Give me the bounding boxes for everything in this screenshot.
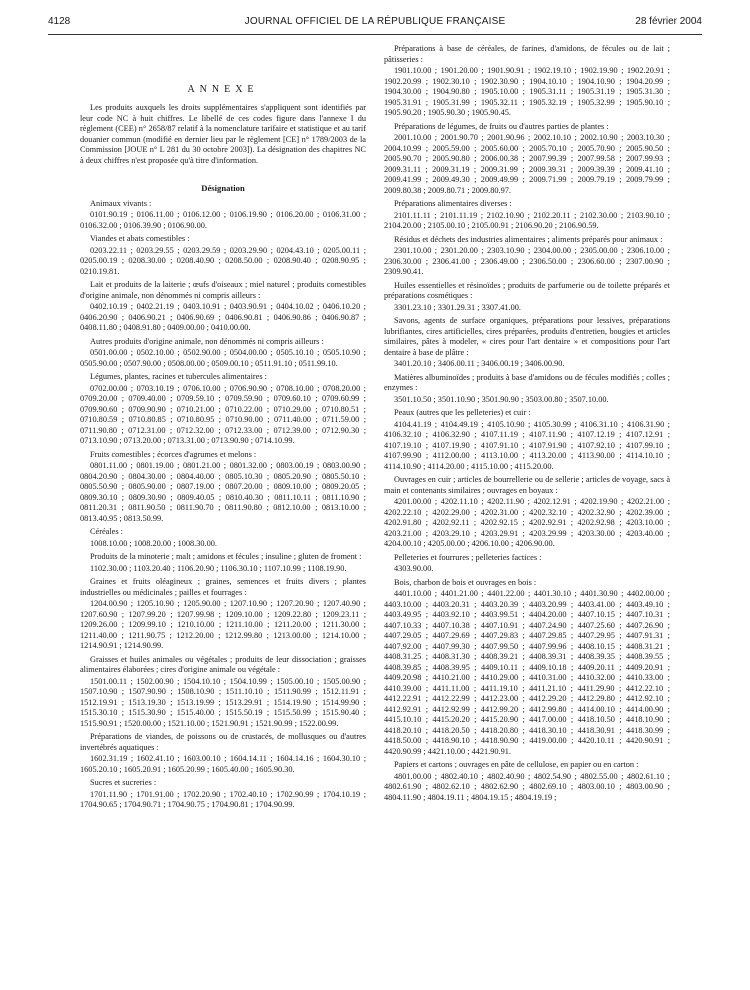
journal-title: JOURNAL OFFICIEL DE LA RÉPUBLIQUE FRANÇAISE [244, 16, 506, 27]
nomenclature-section [80, 337, 366, 370]
nomenclature-section [384, 475, 670, 550]
section-codes: 3501.10.50 ; 3501.10.90 ; 3501.90.90 ; 3503.00.80 ; 3507.10.00. [394, 394, 609, 404]
section-title: Peaux (autres que les pelleteries) et cuir : [394, 408, 531, 417]
nomenclature-section [80, 732, 366, 775]
section-codes: 1204.00.90 ; 1205.10.90 ; 1205.90.00 ; 1207.10.90 ; 1207.20.90 ; 1207.40.90 ; 1207.60.90 ; 1207.99.20 ; 1207.99.98 ; 1209.10.00 ; 1209.22.80 ; 1209.23.11 ; 1209.26.00 ; 1209.99.10 ; 1210.10.00 ; 1211.10.00 ; 1211.20.00 ; 1211.30.00 ; 1211.40.00 ; 1211.90.75 ; 1212.20.00 ; 1212.99.80 ; 1213.00.00 ; 1214.10.00 ; 1214.90.91 ; 1214.90.99. [80, 599, 366, 651]
section-codes: 4303.90.00. [394, 564, 434, 573]
section-title: Autres produits d'origine animale, non dénommés ni compris ailleurs : [90, 336, 324, 346]
left-section-list [80, 199, 366, 811]
section-title: Préparations de légumes, de fruits ou d'autres parties de plantes : [394, 121, 609, 131]
nomenclature-section [384, 373, 670, 406]
designation-heading: Désignation [201, 182, 245, 193]
section-title: Graisses et huiles animales ou végétales ; produits de leur dissociation ; graisses alimentaires élaborées ; cires d'origine animale ou végétale : [80, 654, 366, 675]
section-title: Graines et fruits oléagineux ; graines, semences et fruits divers ; plantes industrielles ou médicinales ; pailles et fourrages : [80, 577, 366, 597]
section-title: Préparations à base de céréales, de farines, d'amidons, de fécules ou de lait ; pâtisseries : [384, 44, 670, 64]
page-number: 4128 [48, 16, 71, 27]
section-codes: 0203.22.11 ; 0203.29.55 ; 0203.29.59 ; 0203.29.90 ; 0204.43.10 ; 0205.00.11 ; 0205.00.19 ; 0208.30.00 ; 0208.40.90 ; 0208.50.00 ; 0208.90.40 ; 0208.90.95 ; 0210.19.81. [80, 245, 366, 276]
nomenclature-section [384, 281, 670, 314]
nomenclature-section [80, 199, 366, 232]
section-codes: 1501.00.11 ; 1502.00.90 ; 1504.10.10 ; 1504.10.99 ; 1505.00.10 ; 1505.00.90 ; 1507.10.90 ; 1507.90.90 ; 1508.10.90 ; 1511.10.10 ; 1511.90.99 ; 1512.11.91 ; 1512.19.91 ; 1513.19.30 ; 1513.19.99 ; 1513.29.91 ; 1514.19.90 ; 1514.99.90 ; 1515.30.10 ; 1515.30.90 ; 1515.40.00 ; 1515.50.19 ; 1515.50.99 ; 1515.90.40 ; 1515.90.91 ; 1520.00.00 ; 1521.10.00 ; 1521.90.91 ; 1521.90.99 ; 1522.00.99. [80, 676, 366, 728]
nomenclature-section [80, 372, 366, 447]
section-title: Préparations de viandes, de poissons ou de crustacés, de mollusques ou d'autres invertébrés aquatiques : [80, 732, 366, 752]
nomenclature-section [80, 778, 366, 811]
section-codes: 0101.90.19 ; 0106.11.00 ; 0106.12.00 ; 0106.19.90 ; 0106.20.00 ; 0106.31.00 ; 0106.32.00 ; 0106.39.90 ; 0106.90.00. [80, 210, 366, 230]
section-codes: 2101.11.11 ; 2101.11.19 ; 2102.10.90 ; 2102.20.11 ; 2102.30.00 ; 2103.90.10 ; 2104.20.00 ; 2105.00.10 ; 2105.00.91 ; 2106.90.20 ; 2106.90.59. [384, 210, 670, 230]
section-codes: 4201.00.00 ; 4202.11.10 ; 4202.11.90 ; 4202.12.91 ; 4202.19.90 ; 4202.21.00 ; 4202.22.10 ; 4202.29.00 ; 4202.31.00 ; 4202.32.10 ; 4202.32.90 ; 4202.39.00 ; 4202.91.80 ; 4202.92.11 ; 4202.92.15 ; 4202.92.91 ; 4202.92.98 ; 4203.10.00 ; 4203.21.00 ; 4203.29.10 ; 4203.29.91 ; 4203.29.99 ; 4203.30.00 ; 4203.40.00 ; 4204.00.10 ; 4205.00.00 ; 4206.10.00 ; 4206.90.00. [384, 497, 670, 548]
section-codes: 4401.10.00 ; 4401.21.00 ; 4401.22.00 ; 4401.30.10 ; 4401.30.90 ; 4402.00.00 ; 4403.10.00 ; 4403.20.31 ; 4403.20.39 ; 4403.20.99 ; 4403.41.00 ; 4403.49.10 ; 4403.49.95 ; 4403.92.10 ; 4403.99.51 ; 4404.20.00 ; 4407.10.15 ; 4407.10.31 ; 4407.10.33 ; 4407.10.38 ; 4407.10.91 ; 4407.24.90 ; 4407.25.60 ; 4407.26.90 ; 4407.29.05 ; 4407.29.69 ; 4407.29.83 ; 4407.29.85 ; 4407.29.95 ; 4407.91.31 ; 4407.92.00 ; 4407.99.30 ; 4407.99.50 ; 4407.99.96 ; 4408.10.15 ; 4408.31.21 ; 4408.31.25 ; 4408.31.30 ; 4408.39.21 ; 4408.39.31 ; 4408.39.35 ; 4408.39.55 ; 4408.39.85 ; 4408.39.95 ; 4409.10.11 ; 4409.10.18 ; 4409.20.11 ; 4409.20.91 ; 4409.20.98 ; 4410.21.00 ; 4410.29.00 ; 4410.31.00 ; 4410.32.00 ; 4410.33.00 ; 4410.39.00 ; 4411.11.00 ; 4411.19.10 ; 4411.21.10 ; 4411.29.90 ; 4412.22.10 ; 4412.22.91 ; 4412.22.99 ; 4412.23.00 ; 4412.29.20 ; 4412.29.80 ; 4412.92.10 ; 4412.92.91 ; 4412.92.99 ; 4412.99.20 ; 4412.99.80 ; 4414.00.10 ; 4414.00.90 ; 4415.10.10 ; 4415.20.20 ; 4415.20.90 ; 4417.00.00 ; 4418.10.50 ; 4418.10.90 ; 4418.20.10 ; 4418.20.50 ; 4418.20.80 ; 4418.30.10 ; 4418.30.91 ; 4418.30.99 ; 4418.50.00 ; 4418.90.10 ; 4418.90.90 ; 4419.00.00 ; 4420.10.11 ; 4420.90.91 ; 4420.90.99 ; 4421.10.00 ; 4421.90.91. [384, 589, 670, 756]
section-codes: 3301.23.10 ; 3301.29.31 ; 3307.41.00. [394, 302, 521, 312]
section-title: Préparations alimentaires diverses : [394, 199, 512, 208]
section-codes: 1602.31.19 ; 1602.41.10 ; 1603.00.10 ; 1604.14.11 ; 1604.14.16 ; 1604.30.10 ; 1605.20.10 ; 1605.20.91 ; 1605.20.99 ; 1605.40.00 ; 1605.90.30. [80, 754, 366, 774]
section-title: Céréales : [90, 527, 123, 537]
nomenclature-section [80, 552, 366, 574]
nomenclature-section [384, 760, 670, 803]
nomenclature-section [80, 527, 366, 549]
section-title: Pelleteries et fourrures ; pelleteries factices : [394, 552, 542, 562]
section-codes: 3401.20.10 ; 3406.00.11 ; 3406.00.19 ; 3406.00.90. [394, 359, 565, 368]
section-codes: 1701.11.90 ; 1701.91.00 ; 1702.20.90 ; 1702.40.10 ; 1702.90.99 ; 1704.10.19 ; 1704.90.65 ; 1704.90.71 ; 1704.90.75 ; 1704.90.81 ; 1704.90.99. [80, 789, 366, 810]
section-title: Sucres et sucreries : [90, 778, 157, 788]
nomenclature-section [80, 280, 366, 334]
section-title: Huiles essentielles et résinoïdes ; produits de parfumerie ou de toilette préparés et préparations cosmétiques : [384, 280, 670, 300]
section-codes: 0702.00.00 ; 0703.10.19 ; 0706.10.00 ; 0706.90.90 ; 0708.10.00 ; 0708.20.00 ; 0709.20.00 ; 0709.40.00 ; 0709.59.10 ; 0709.59.90 ; 0709.60.10 ; 0709.60.99 ; 0709.90.60 ; 0709.90.90 ; 0710.21.00 ; 0710.22.00 ; 0710.29.00 ; 0710.80.51 ; 0710.80.59 ; 0710.80.85 ; 0710.80.95 ; 0710.90.00 ; 0711.40.00 ; 0711.59.00 ; 0711.90.80 ; 0712.31.00 ; 0712.32.00 ; 0712.33.00 ; 0712.39.00 ; 0712.90.30 ; 0713.10.90 ; 0713.20.00 ; 0713.31.00 ; 0713.90.90 ; 0714.10.99. [80, 383, 366, 446]
section-codes: 0801.11.00 ; 0801.19.00 ; 0801.21.00 ; 0801.32.00 ; 0803.00.19 ; 0803.00.90 ; 0804.20.90 ; 0804.30.00 ; 0804.40.00 ; 0805.10.30 ; 0805.20.90 ; 0805.50.10 ; 0805.50.90 ; 0805.90.00 ; 0807.19.00 ; 0807.20.00 ; 0809.10.00 ; 0809.20.05 ; 0809.30.10 ; 0809.30.90 ; 0809.40.05 ; 0810.40.30 ; 0811.10.11 ; 0811.10.90 ; 0811.20.31 ; 0811.90.50 ; 0811.90.70 ; 0811.90.80 ; 0812.10.00 ; 0813.10.00 ; 0813.40.95 ; 0813.50.99. [80, 461, 366, 523]
nomenclature-section [384, 316, 670, 370]
nomenclature-section [384, 553, 670, 575]
publication-date: 28 février 2004 [635, 16, 702, 27]
section-title: Savons, agents de surface organiques, préparations pour lessives, préparations lubrifiantes, cires artificielles, cires préparées, produits d'entretien, bougies et articles similaires, pâtes à modeler, « cires pour l'art dentaire » et compositions pour l'art dentaire à base de plâtre : [384, 316, 670, 357]
nomenclature-section [384, 44, 670, 119]
annex-title: ANNEXE [187, 84, 259, 95]
nomenclature-section [80, 577, 366, 652]
nomenclature-section [80, 450, 366, 525]
nomenclature-section [80, 234, 366, 277]
section-title: Animaux vivants : [90, 198, 152, 208]
section-codes: 1901.10.00 ; 1901.20.00 ; 1901.90.91 ; 1902.19.10 ; 1902.19.90 ; 1902.20.91 ; 1902.20.99 ; 1902.30.10 ; 1902.30.90 ; 1904.10.10 ; 1904.10.90 ; 1904.20.99 ; 1904.30.00 ; 1904.90.80 ; 1905.10.00 ; 1905.31.11 ; 1905.31.19 ; 1905.31.30 ; 1905.31.91 ; 1905.31.99 ; 1905.32.11 ; 1905.32.19 ; 1905.32.99 ; 1905.90.10 ; 1905.90.20 ; 1905.90.30 ; 1905.90.45. [384, 66, 670, 117]
section-title: Produits de la minoterie ; malt ; amidons et fécules ; insuline ; gluten de froment : [90, 552, 362, 562]
annex-intro: Les produits auxquels les droits supplémentaires s'appliquent sont identifiés par leur code NC à huit chiffres. Le libellé de ces codes figure dans l'annexe I du règlement (CEE) n° 2658/87 relatif à la nomenclature tarifaire et statistique et au tarif douanier commun (modifié en dernier lieu par le règlement [CE] n° 1789/2003 de la Commission [JOUE n° L 281 du 30 octobre 2003]). La désignation des chapitres NC à deux chiffres n'est proposée qu'à titre d'information. [80, 103, 366, 165]
section-codes: 2001.10.00 ; 2001.90.70 ; 2001.90.96 ; 2002.10.10 ; 2002.10.90 ; 2003.10.30 ; 2004.10.99 ; 2005.59.00 ; 2005.60.00 ; 2005.70.10 ; 2005.70.90 ; 2005.90.50 ; 2005.90.70 ; 2005.90.80 ; 2006.00.38 ; 2007.99.39 ; 2007.99.58 ; 2007.99.93 ; 2009.31.11 ; 2009.31.19 ; 2009.31.99 ; 2009.39.31 ; 2009.39.39 ; 2009.41.10 ; 2009.41.99 ; 2009.49.30 ; 2009.49.99 ; 2009.71.99 ; 2009.79.19 ; 2009.79.99 ; 2009.80.38 ; 2009.80.71 ; 2009.80.97. [384, 133, 670, 195]
section-title: Lait et produits de la laiterie ; œufs d'oiseaux ; miel naturel ; produits comestibles d'origine animale, non dénommés ni compris ailleurs : [80, 280, 366, 300]
section-codes: 0501.00.00 ; 0502.10.00 ; 0502.90.00 ; 0504.00.00 ; 0505.10.10 ; 0505.10.90 ; 0505.90.00 ; 0507.90.00 ; 0508.00.00 ; 0509.00.10 ; 0511.91.10 ; 0511.99.10. [80, 348, 366, 368]
section-codes: 1102.30.00 ; 1103.20.40 ; 1106.20.90 ; 1106.30.10 ; 1107.10.99 ; 1108.19.90. [90, 563, 347, 573]
nomenclature-section [80, 655, 366, 730]
nomenclature-section [384, 122, 670, 197]
section-title: Matières albuminoïdes ; produits à base d'amidons ou de fécules modifiés ; colles ; enzymes : [384, 372, 670, 392]
section-title: Papiers et cartons ; ouvrages en pâte de cellulose, en papier ou en carton : [394, 760, 639, 769]
page-header [48, 14, 702, 35]
nomenclature-section [384, 199, 670, 232]
section-codes: 0402.10.19 ; 0402.21.19 ; 0403.10.91 ; 0403.90.91 ; 0404.10.02 ; 0406.10.20 ; 0406.20.90 ; 0406.90.21 ; 0406.90.69 ; 0406.90.81 ; 0406.90.86 ; 0406.90.87 ; 0408.11.80 ; 0408.91.80 ; 0409.00.00 ; 0410.00.00. [80, 302, 366, 333]
nomenclature-section [384, 408, 670, 472]
section-title: Ouvrages en cuir ; articles de bourrellerie ou de sellerie ; articles de voyage, sacs à main et contenants similaires ; ouvrages en boyaux : [384, 475, 670, 495]
section-title: Résidus et déchets des industries alimentaires ; aliments préparés pour animaux : [394, 234, 663, 244]
section-title: Légumes, plantes, racines et tubercules alimentaires : [90, 372, 267, 382]
section-codes: 2301.10.00 ; 2301.20.00 ; 2303.10.90 ; 2304.00.00 ; 2305.00.00 ; 2306.10.00 ; 2306.30.00 ; 2306.41.00 ; 2306.49.00 ; 2306.50.00 ; 2306.60.00 ; 2307.00.90 ; 2309.90.41. [384, 246, 670, 276]
section-codes: 1008.10.00 ; 1008.20.00 ; 1008.30.00. [90, 538, 217, 548]
left-column [80, 44, 366, 980]
section-codes: 4104.41.19 ; 4104.49.19 ; 4105.10.90 ; 4105.30.99 ; 4106.31.10 ; 4106.31.90 ; 4106.32.10 ; 4106.32.90 ; 4107.11.19 ; 4107.11.90 ; 4107.12.19 ; 4107.12.91 ; 4107.19.10 ; 4107.19.90 ; 4107.91.10 ; 4107.91.90 ; 4107.92.10 ; 4107.99.10 ; 4107.99.90 ; 4112.00.00 ; 4113.10.00 ; 4113.20.00 ; 4113.90.00 ; 4114.10.10 ; 4114.10.90 ; 4114.20.00 ; 4115.10.00 ; 4115.20.00. [384, 419, 670, 471]
right-section-list [384, 44, 670, 803]
section-title: Viandes et abats comestibles : [90, 234, 190, 244]
nomenclature-section [384, 578, 670, 758]
section-title: Bois, charbon de bois et ouvrages en bois : [394, 577, 537, 587]
section-codes: 4801.00.00 ; 4802.40.10 ; 4802.40.90 ; 4802.54.90 ; 4802.55.00 ; 4802.61.10 ; 4802.61.90 ; 4802.62.10 ; 4802.62.90 ; 4802.69.10 ; 4803.00.10 ; 4803.00.90 ; 4804.11.90 ; 4804.19.11 ; 4804.19.15 ; 4804.19.19 ; [384, 771, 670, 802]
right-column [384, 44, 670, 980]
nomenclature-section [384, 235, 670, 278]
section-title: Fruits comestibles ; écorces d'agrumes et melons : [90, 449, 257, 459]
